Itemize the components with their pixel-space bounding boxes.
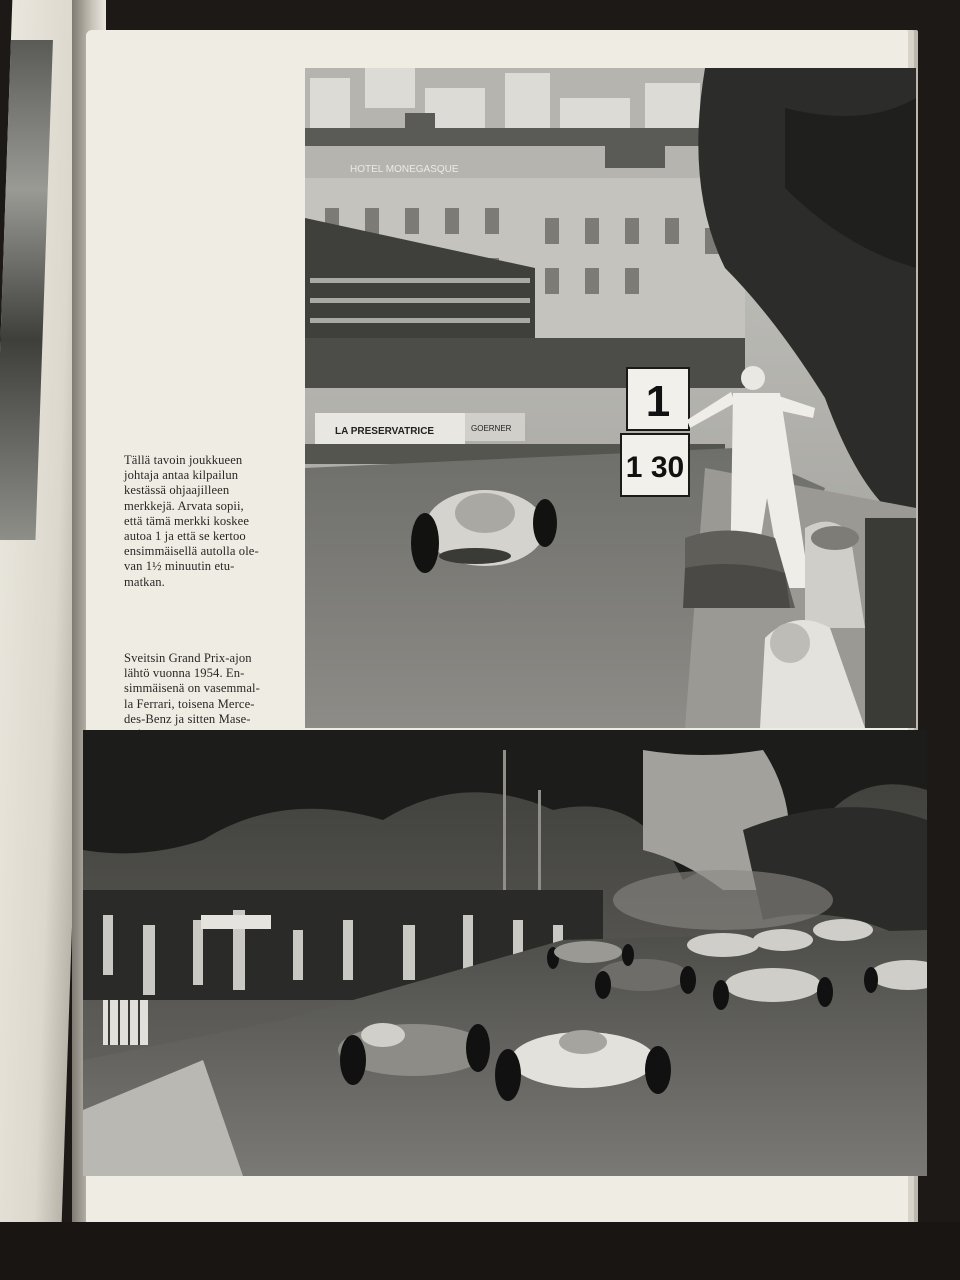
banner-goerner: GOERNER	[471, 424, 512, 433]
swiss-grand-prix-start-photo	[83, 730, 927, 1176]
table-surface	[0, 1222, 960, 1280]
caption-pit-board-text: Tällä tavoin joukkueen johtaja antaa kilpailun kestässä ohjaajilleen merkkejä. Arvata sopii, että tämä merkki koskee autoa 1 ja että se kertoo ensimmäisellä autolla ole- van 1½ minuutin etu- matkan.	[124, 453, 259, 589]
caption-swiss-grand-prix	[124, 651, 304, 742]
pit-board-position-number: 1	[645, 377, 671, 426]
pit-board-gap-number: 1 30	[625, 451, 685, 484]
left-page-photo-fragment	[0, 40, 53, 540]
hotel-sign: HOTEL MONEGASQUE	[350, 164, 459, 175]
caption-swiss-grand-prix-text: Sveitsin Grand Prix-ajon lähtö vuonna 1954. En- simmäisenä on vasemmal- la Ferrari, toisena Merce- des-Benz ja sitten Mase-	[124, 651, 260, 726]
monaco-race-photo	[305, 68, 916, 728]
caption-pit-board	[124, 453, 304, 590]
banner-la-preservatrice: LA PRESERVATRICE	[335, 426, 435, 437]
